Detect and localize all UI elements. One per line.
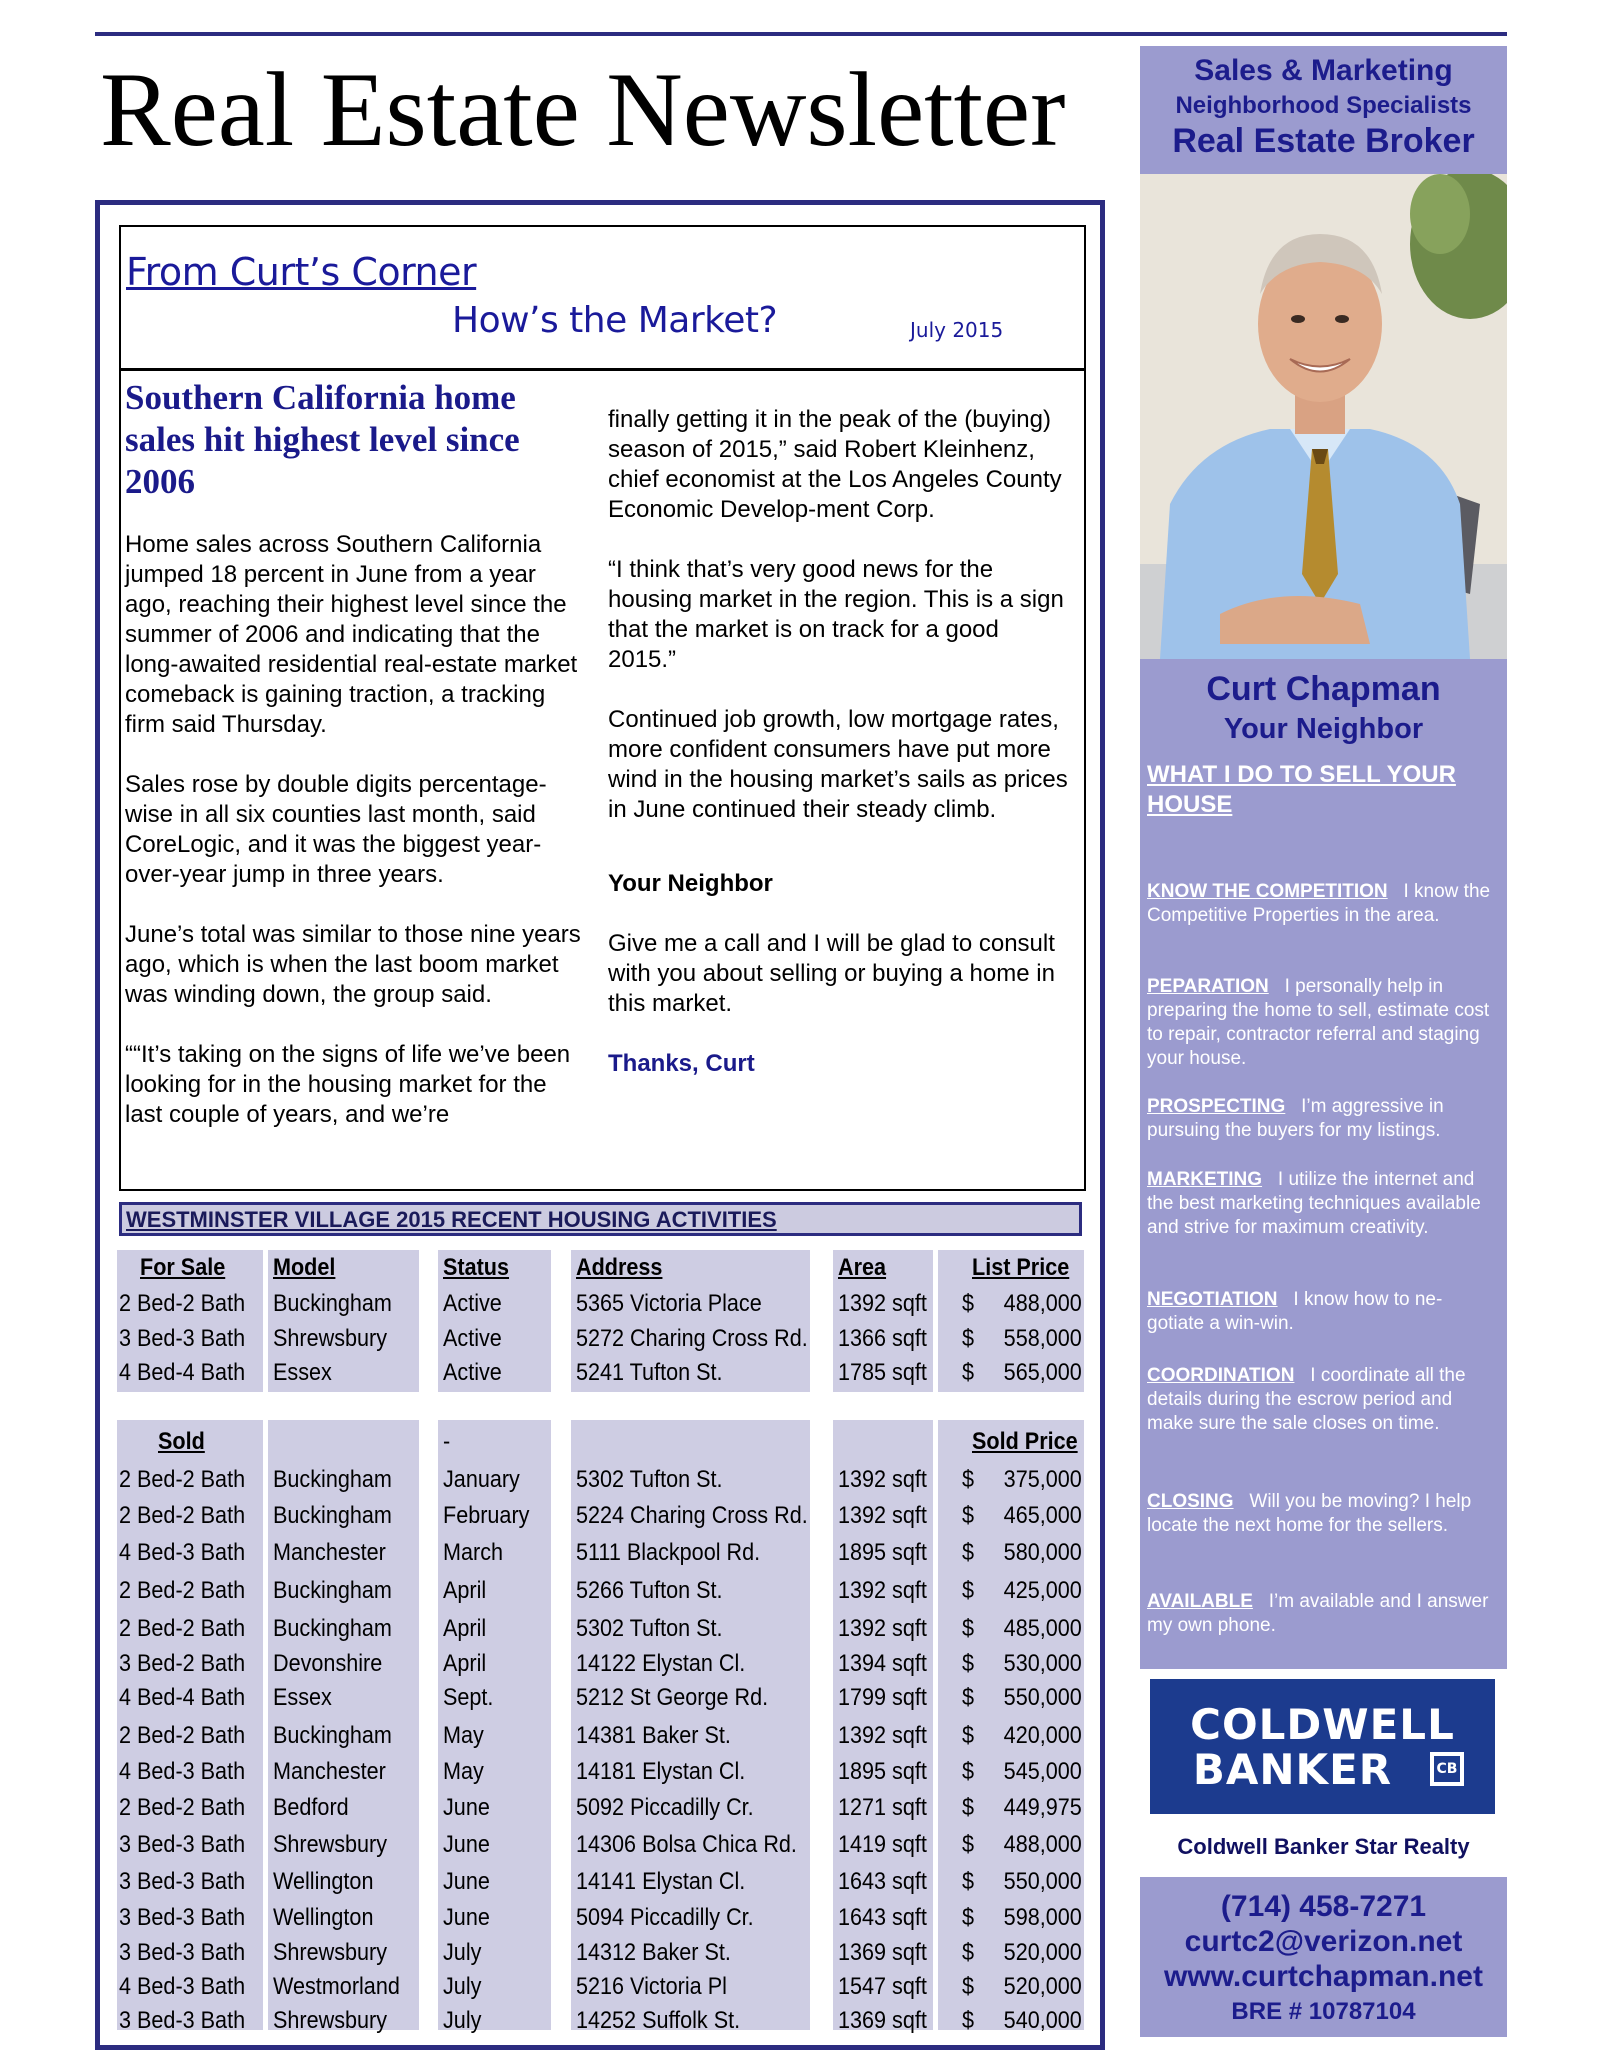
table-cell: 1547 sqft <box>838 1973 927 2000</box>
table-cell: Shrewsbury <box>273 2007 388 2034</box>
table-header: Model <box>273 1254 336 1281</box>
email-link[interactable]: curtc2@verizon.net <box>1184 1925 1463 1958</box>
phone-number[interactable]: (714) 458-7271 <box>1220 1890 1427 1923</box>
table-cell: 2 Bed-2 Bath <box>119 1466 246 1493</box>
table-cell: 4 Bed-4 Bath <box>119 1684 246 1711</box>
table-header: For Sale <box>140 1254 226 1281</box>
table-cell: 1392 sqft <box>838 1290 927 1317</box>
table-cell: 5216 Victoria Pl <box>576 1973 727 2000</box>
table-cell: Sept. <box>443 1684 494 1711</box>
table-cell: 4 Bed-3 Bath <box>119 1758 246 1785</box>
table-cell: 488,000 <box>1003 1831 1082 1858</box>
service-key: COORDINATION <box>1147 1365 1295 1386</box>
table-cell: $ <box>962 1466 975 1493</box>
table-cell: Wellington <box>273 1904 374 1931</box>
table-cell: 3 Bed-3 Bath <box>119 1868 246 1895</box>
table-cell: $ <box>962 1722 975 1749</box>
service-key: KNOW THE COMPETITION <box>1147 881 1388 902</box>
table-cell: 530,000 <box>1003 1650 1082 1677</box>
service-item <box>1147 1590 1497 1638</box>
agent-tagline: Your Neighbor <box>1223 713 1424 745</box>
corner-subtitle: How’s the Market? <box>452 300 778 341</box>
table-cell: February <box>443 1502 530 1529</box>
table-cell: Essex <box>273 1359 332 1386</box>
services-heading: WHAT I DO TO SELL YOUR HOUSE <box>1147 761 1456 818</box>
table-cell: 1271 sqft <box>838 1794 927 1821</box>
table-cell: 580,000 <box>1003 1539 1082 1566</box>
logo-word-1: COLDWELL <box>1190 1700 1455 1749</box>
service-item <box>1147 880 1497 928</box>
table-cell: 4 Bed-4 Bath <box>119 1359 246 1386</box>
table-cell: Active <box>443 1290 502 1317</box>
agent-photo <box>1140 174 1507 659</box>
table-cell: $ <box>962 1502 975 1529</box>
table-cell: 1799 sqft <box>838 1684 927 1711</box>
table-cell: $ <box>962 1684 975 1711</box>
table-cell: 3 Bed-3 Bath <box>119 1325 246 1352</box>
table-cell: 4 Bed-3 Bath <box>119 1973 246 2000</box>
table-cell: 1392 sqft <box>838 1577 927 1604</box>
table-cell: $ <box>962 1615 975 1642</box>
table-cell: 465,000 <box>1003 1502 1082 1529</box>
table-cell: 1369 sqft <box>838 2007 927 2034</box>
table-cell: 598,000 <box>1003 1904 1082 1931</box>
paragraph: June’s total was similar to those nine years ago, which is when the last boom market was winding down, the group said. <box>125 921 581 1008</box>
table-cell: Buckingham <box>273 1290 392 1317</box>
paragraph: ““It’s taking on the signs of life we’ve been looking for in the housing market for the last couple of years, and we’re <box>125 1041 571 1128</box>
service-item <box>1147 1288 1497 1336</box>
table-cell: 5094 Piccadilly Cr. <box>576 1904 754 1931</box>
table-cell: 2 Bed-2 Bath <box>119 1577 246 1604</box>
paragraph: Continued job growth, low mortgage rates, more confident consumers have put more wind in the housing market’s sails as prices in June continued their steady climb. <box>608 706 1068 823</box>
table-cell: Shrewsbury <box>273 1939 388 1966</box>
table-cell: 3 Bed-3 Bath <box>119 1939 246 1966</box>
table-cell: 14306 Bolsa Chica Rd. <box>576 1831 797 1858</box>
table-header: List Price <box>972 1254 1070 1281</box>
table-cell: 545,000 <box>1003 1758 1082 1785</box>
table-cell: Buckingham <box>273 1577 392 1604</box>
table-cell: 485,000 <box>1003 1615 1082 1642</box>
service-item <box>1147 975 1497 1071</box>
table-cell: 14122 Elystan Cl. <box>576 1650 746 1677</box>
table-cell: $ <box>962 1325 975 1352</box>
table-cell: $ <box>962 1868 975 1895</box>
table-cell: Buckingham <box>273 1615 392 1642</box>
table-cell: 1392 sqft <box>838 1722 927 1749</box>
table-cell: $ <box>962 1973 975 2000</box>
table-header: Sold <box>158 1428 205 1455</box>
table-cell: 520,000 <box>1003 1939 1082 1966</box>
table-cell: $ <box>962 1290 975 1317</box>
table-cell: 14141 Elystan Cl. <box>576 1868 746 1895</box>
service-key: PEPARATION <box>1147 976 1269 997</box>
table-cell: 1643 sqft <box>838 1904 927 1931</box>
service-item <box>1147 1364 1497 1436</box>
table-cell: 1394 sqft <box>838 1650 927 1677</box>
table-cell: Devonshire <box>273 1650 383 1677</box>
service-text: I coordinate all the details during the escrow period and make sure the sale closes on time. <box>1147 1365 1466 1434</box>
table-cell: 1366 sqft <box>838 1325 927 1352</box>
table-cell: May <box>443 1758 484 1785</box>
table-cell: June <box>443 1831 490 1858</box>
table-cell: Active <box>443 1325 502 1352</box>
table-cell: 4 Bed-3 Bath <box>119 1539 246 1566</box>
website-link[interactable]: www.curtchapman.net <box>1164 1960 1483 1993</box>
sidebar-header-line3: Real Estate Broker <box>1172 122 1475 160</box>
table-cell: $ <box>962 1650 975 1677</box>
sidebar-header-line1: Sales & Marketing <box>1194 54 1453 87</box>
table-cell: Shrewsbury <box>273 1325 388 1352</box>
service-text: I personally help in preparing the home to sell, estimate cost to repair, contractor referral and staging your house. <box>1147 976 1490 1069</box>
service-item <box>1147 1490 1497 1538</box>
table-cell: 1392 sqft <box>838 1615 927 1642</box>
table-header: - <box>443 1428 451 1455</box>
issue-date: July 2015 <box>910 318 1004 342</box>
table-cell: 5302 Tufton St. <box>576 1615 723 1642</box>
table-cell: $ <box>962 1539 975 1566</box>
service-text: I’m aggressive in pursuing the buyers for my listings. <box>1147 1096 1444 1141</box>
table-cell: January <box>443 1466 520 1493</box>
table-cell: 5365 Victoria Place <box>576 1290 762 1317</box>
table-cell: 420,000 <box>1003 1722 1082 1749</box>
top-rule <box>95 32 1507 36</box>
table-cell: April <box>443 1650 487 1677</box>
service-text: I know the Competitive Properties in the area. <box>1147 881 1491 926</box>
service-key: MARKETING <box>1147 1169 1263 1190</box>
table-cell: 565,000 <box>1003 1359 1082 1386</box>
table-cell: 14381 Baker St. <box>576 1722 731 1749</box>
table-cell: 1895 sqft <box>838 1758 927 1785</box>
table-cell: Manchester <box>273 1539 386 1566</box>
table-cell: June <box>443 1794 490 1821</box>
table-cell: $ <box>962 1577 975 1604</box>
table-cell: 3 Bed-3 Bath <box>119 2007 246 2034</box>
table-header: Address <box>576 1254 663 1281</box>
service-text: I utilize the internet and the best marketing techniques available and strive for maximum creativity. <box>1147 1169 1481 1238</box>
table-cell: $ <box>962 1939 975 1966</box>
table-cell: Westmorland <box>273 1973 400 2000</box>
service-key: PROSPECTING <box>1147 1096 1286 1117</box>
table-cell: $ <box>962 1831 975 1858</box>
table-cell: 3 Bed-2 Bath <box>119 1650 246 1677</box>
table-cell: July <box>443 2007 482 2034</box>
sign-heading: Your Neighbor <box>608 870 773 897</box>
table-cell: July <box>443 1939 482 1966</box>
corner-title: From Curt’s Corner <box>126 250 477 294</box>
table-cell: June <box>443 1904 490 1931</box>
service-key: CLOSING <box>1147 1491 1234 1512</box>
paragraph: finally getting it in the peak of the (buying) season of 2015,” said Robert Kleinhenz, chief economist at the Los Angeles County Economic Develop-ment Corp. <box>608 406 1062 523</box>
table-cell: 5092 Piccadilly Cr. <box>576 1794 754 1821</box>
table-cell: 520,000 <box>1003 1973 1082 2000</box>
table-cell: 5266 Tufton St. <box>576 1577 723 1604</box>
article-right-column <box>608 405 1073 1109</box>
table-cell: Shrewsbury <box>273 1831 388 1858</box>
table-cell: May <box>443 1722 484 1749</box>
table-cell: 5111 Blackpool Rd. <box>576 1539 761 1566</box>
table-cell: 2 Bed-2 Bath <box>119 1290 246 1317</box>
table-cell: 5302 Tufton St. <box>576 1466 723 1493</box>
table-cell: 5272 Charing Cross Rd. <box>576 1325 808 1352</box>
masthead-title: Real Estate Newsletter <box>100 51 1066 168</box>
sign-text: Give me a call and I will be glad to consult with you about selling or buying a home in this market. <box>608 930 1055 1017</box>
table-cell: $ <box>962 1794 975 1821</box>
table-cell: 14252 Suffolk St. <box>576 2007 741 2034</box>
table-cell: April <box>443 1577 487 1604</box>
service-item <box>1147 1168 1497 1240</box>
table-cell: April <box>443 1615 487 1642</box>
table-cell: $ <box>962 2007 975 2034</box>
agent-name: Curt Chapman <box>1206 670 1441 708</box>
table-cell: 375,000 <box>1003 1466 1082 1493</box>
service-text: I’m available and I answer my own phone. <box>1147 1591 1489 1636</box>
table-cell: 449,975 <box>1003 1794 1082 1821</box>
table-header: Area <box>838 1254 887 1281</box>
agent-portrait-illustration <box>1140 174 1507 659</box>
table-header: Status <box>443 1254 510 1281</box>
table-cell: 5212 St George Rd. <box>576 1684 769 1711</box>
logo-mark-icon: CB <box>1430 1752 1464 1786</box>
corner-box <box>119 225 1086 370</box>
table-cell: 2 Bed-2 Bath <box>119 1794 246 1821</box>
table-cell: 550,000 <box>1003 1868 1082 1895</box>
table-cell: Buckingham <box>273 1722 392 1749</box>
table-cell: 3 Bed-3 Bath <box>119 1904 246 1931</box>
article-left-column <box>125 530 585 1160</box>
sidebar-header-line2: Neighborhood Specialists <box>1175 92 1472 119</box>
table-cell: 2 Bed-2 Bath <box>119 1722 246 1749</box>
service-text: I know how to ne-gotiate a win-win. <box>1147 1289 1443 1334</box>
realty-name: Coldwell Banker Star Realty <box>1177 1834 1470 1859</box>
table-cell: Wellington <box>273 1868 374 1895</box>
table-cell: 2 Bed-2 Bath <box>119 1615 246 1642</box>
table-cell: 1369 sqft <box>838 1939 927 1966</box>
paragraph: Sales rose by double digits percentage-wise in all six counties last month, said CoreLogic, and it was the biggest year-over-year jump in three years. <box>125 771 547 888</box>
table-cell: 14181 Elystan Cl. <box>576 1758 746 1785</box>
table-cell: 2 Bed-2 Bath <box>119 1502 246 1529</box>
table-cell: 1785 sqft <box>838 1359 927 1386</box>
table-cell: 1643 sqft <box>838 1868 927 1895</box>
table-cell: 14312 Baker St. <box>576 1939 731 1966</box>
thanks-signoff: Thanks, Curt <box>608 1050 755 1077</box>
table-cell: 1419 sqft <box>838 1831 927 1858</box>
service-key: AVAILABLE <box>1147 1591 1253 1612</box>
table-cell: Essex <box>273 1684 332 1711</box>
table-cell: 550,000 <box>1003 1684 1082 1711</box>
table-cell: $ <box>962 1904 975 1931</box>
service-key: NEGOTIATION <box>1147 1289 1278 1310</box>
table-cell: March <box>443 1539 504 1566</box>
service-item <box>1147 1095 1497 1143</box>
table-cell: $ <box>962 1359 975 1386</box>
table-cell: June <box>443 1868 490 1895</box>
table-cell: Active <box>443 1359 502 1386</box>
table-cell: 1392 sqft <box>838 1502 927 1529</box>
logo-word-2: BANKER <box>1192 1745 1393 1794</box>
license-number: BRE # 10787104 <box>1231 1998 1416 2025</box>
table-cell: 5224 Charing Cross Rd. <box>576 1502 808 1529</box>
table-cell: 1392 sqft <box>838 1466 927 1493</box>
table-cell: 425,000 <box>1003 1577 1082 1604</box>
table-cell: Buckingham <box>273 1466 392 1493</box>
table-cell: 1895 sqft <box>838 1539 927 1566</box>
paragraph: “I think that’s very good news for the housing market in the region. This is a sign that the market is on track for a good 2015.” <box>608 556 1064 673</box>
table-cell: 5241 Tufton St. <box>576 1359 723 1386</box>
table-cell: $ <box>962 1758 975 1785</box>
table-cell: 540,000 <box>1003 2007 1082 2034</box>
table-cell: 558,000 <box>1003 1325 1082 1352</box>
table-cell: Bedford <box>273 1794 349 1821</box>
table-cell: 3 Bed-3 Bath <box>119 1831 246 1858</box>
article-headline: Southern California home sales hit highest level since 2006 <box>125 378 520 501</box>
table-cell: Buckingham <box>273 1502 392 1529</box>
table-header: Sold Price <box>972 1428 1078 1455</box>
table-title: WESTMINSTER VILLAGE 2015 RECENT HOUSING ACTIVITIES <box>119 1202 1082 1236</box>
service-text: Will you be moving? I help locate the next home for the sellers. <box>1147 1491 1472 1536</box>
table-cell: July <box>443 1973 482 2000</box>
table-cell: 488,000 <box>1003 1290 1082 1317</box>
table-cell: Manchester <box>273 1758 386 1785</box>
paragraph: Home sales across Southern California jumped 18 percent in June from a year ago, reaching their highest level since the summer of 2006 and indicating that the long-awaited residential real-estate market comeback is gaining traction, a tracking firm said Thursday. <box>125 531 578 738</box>
